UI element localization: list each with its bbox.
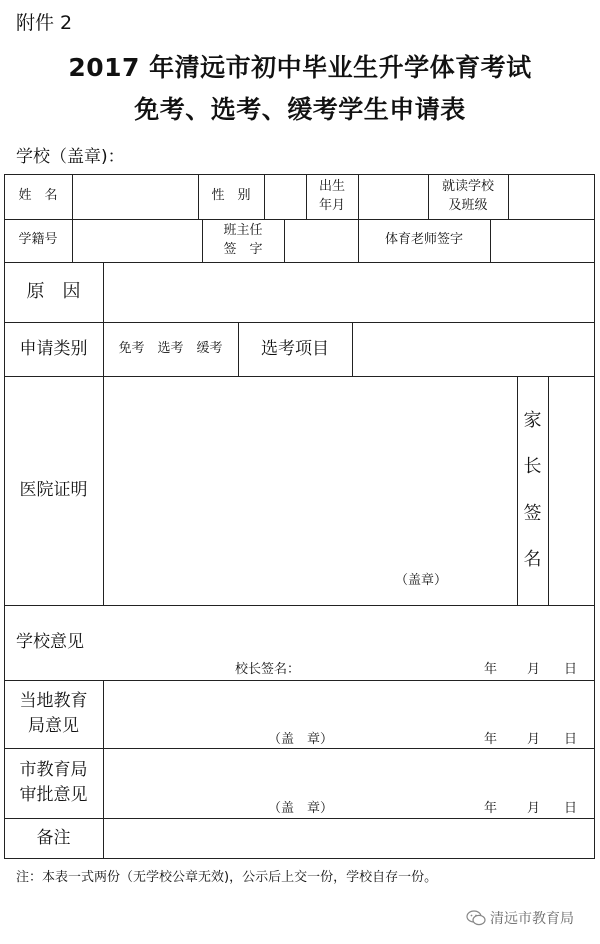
source-watermark	[466, 908, 574, 928]
hospital-proof-label: 医院证明	[19, 480, 88, 501]
apply-type-label: 申请类别	[19, 338, 88, 359]
birth-label-line1: 出生	[318, 178, 345, 194]
school-opinion-year: 年	[484, 662, 498, 677]
gender-field[interactable]	[264, 174, 306, 219]
hospital-proof-field[interactable]	[103, 376, 517, 605]
local-bureau-year: 年	[484, 732, 498, 747]
gender-label: 性 别	[211, 188, 251, 204]
city-bureau-month: 月	[527, 801, 541, 816]
school-opinion-month: 月	[527, 662, 541, 677]
city-bureau-line2: 审批意见	[19, 785, 88, 805]
parent-sign-char-2: 长	[523, 456, 542, 478]
school-class-line1: 就读学校	[441, 178, 494, 194]
optional-items-field[interactable]	[352, 322, 594, 376]
remarks-field[interactable]	[103, 818, 594, 858]
hospital-stamp: （盖章）	[395, 573, 448, 588]
pe-teacher-sign-label: 体育老师签字	[384, 232, 463, 248]
parent-sign-label	[517, 376, 548, 605]
name-label: 姓 名	[18, 188, 58, 204]
city-bureau-year: 年	[484, 801, 498, 816]
city-bureau-label	[4, 748, 103, 818]
birth-label	[306, 174, 358, 219]
parent-sign-char-3: 签	[523, 502, 542, 524]
source-label: 清远市教育局	[490, 911, 574, 927]
homeroom-teacher-sign-field[interactable]	[284, 219, 358, 262]
reason-label: 原 因	[26, 280, 81, 302]
local-bureau-month: 月	[527, 732, 541, 747]
apply-type-options[interactable]: 免考 选考 缓考	[118, 340, 223, 356]
school-class-line2: 及班级	[448, 197, 488, 213]
remarks-label: 备注	[36, 827, 71, 848]
birth-field[interactable]	[358, 174, 428, 219]
footnote: 注：本表一式两份（无学校公章无效)，公示后上交一份，学校自存一份。	[16, 870, 438, 885]
attachment-label: 附件 2	[16, 12, 73, 34]
parent-sign-field[interactable]	[548, 376, 594, 605]
optional-items-label: 选考项目	[261, 338, 329, 359]
city-bureau-stamp: （盖 章）	[268, 801, 334, 816]
principal-sign-label: 校长签名：	[235, 662, 301, 677]
local-bureau-label	[4, 680, 103, 748]
school-opinion-label: 学校意见	[16, 632, 84, 653]
student-id-field[interactable]	[72, 219, 202, 262]
school-class-label	[428, 174, 508, 219]
pe-teacher-sign-field[interactable]	[490, 219, 594, 262]
page-subtitle: 免考、选考、缓考学生申请表	[134, 95, 466, 124]
city-bureau-day: 日	[564, 801, 578, 816]
school-stamp-label: 学校（盖章)：	[16, 147, 125, 167]
city-bureau-line1: 市教育局	[19, 760, 88, 781]
teacher-sign-line2: 签 字	[223, 241, 263, 257]
reason-field[interactable]	[103, 262, 594, 322]
school-class-field[interactable]	[508, 174, 594, 219]
birth-label-line2: 年月	[318, 197, 345, 213]
parent-sign-char-4: 名	[523, 548, 542, 570]
page-title: 2017 年清远市初中毕业生升学体育考试	[68, 53, 532, 82]
teacher-sign-line1: 班主任	[223, 222, 263, 238]
parent-sign-char-1: 家	[523, 410, 542, 432]
student-id-label: 学籍号	[18, 232, 58, 248]
school-opinion-day: 日	[564, 662, 578, 677]
local-bureau-stamp: （盖 章）	[268, 732, 334, 747]
local-bureau-line1: 当地教育	[19, 691, 88, 712]
local-bureau-day: 日	[564, 732, 578, 747]
name-field[interactable]	[72, 174, 198, 219]
wechat-icon	[466, 910, 486, 926]
local-bureau-line2: 局意见	[28, 716, 79, 736]
homeroom-teacher-sign-label	[202, 219, 284, 262]
